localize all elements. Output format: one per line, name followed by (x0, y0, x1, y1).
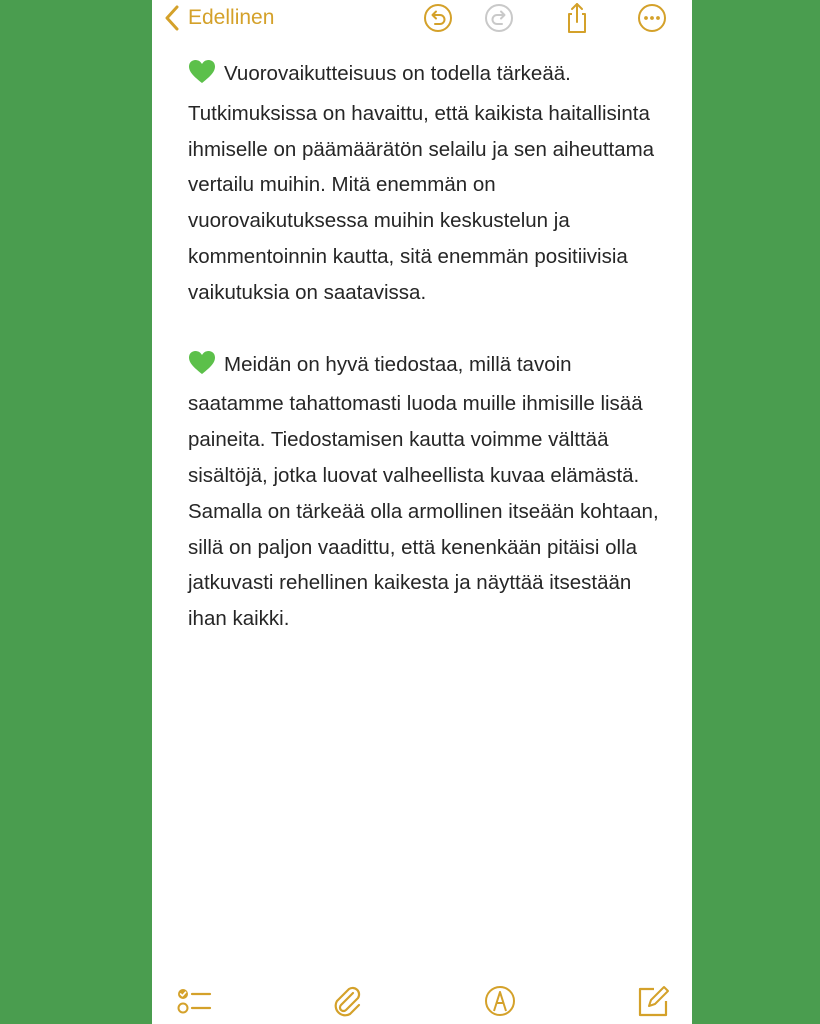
green-heart-icon (188, 350, 216, 387)
chevron-left-icon (164, 5, 180, 31)
back-button[interactable] (164, 2, 274, 34)
checklist-icon[interactable] (176, 984, 210, 1018)
undo-icon[interactable] (422, 2, 454, 34)
back-label: Edellinen (188, 6, 275, 29)
note-paragraph-1 (188, 56, 668, 311)
markup-pen-icon[interactable] (483, 984, 517, 1018)
notes-screen (152, 0, 692, 1024)
note-paragraph-1-text: Vuorovaikutteisuus on todella tärkeää. Tutkimuksissa on havaittu, että kaikista haitallisinta ihmiselle on päämäärätön selailu ja sen aiheuttama vertailu muihin. Mitä enemmän on vuorovaikutuksessa muihin keskustelun ja kommentoinnin kautta, sitä enemmän positiivisia vaikutuksia on saatavissa. (188, 62, 655, 304)
note-paragraph-2-text: Meidän on hyvä tiedostaa, millä tavoin saatamme tahattomasti luoda muille ihmisille lisää paineita. Tiedostamisen kautta voimme välttää sisältöjä, jotka luovat valheellista kuvaa elämästä. Samalla on tärkeää olla armollinen itseään kohtaan, sillä on paljon vaadittu, että kenenkään pitäisi olla jatkuvasti rehellinen kaikesta ja näyttää itsestään ihan kaikki. (188, 352, 659, 631)
note-paragraph-2 (188, 347, 668, 637)
green-heart-icon (188, 59, 216, 96)
more-icon[interactable] (636, 2, 668, 34)
top-toolbar (152, 0, 692, 44)
paperclip-icon[interactable] (330, 984, 364, 1018)
redo-icon (483, 2, 515, 34)
note-body[interactable] (188, 56, 668, 673)
compose-icon[interactable] (636, 984, 670, 1018)
bottom-toolbar (152, 980, 692, 1024)
share-icon[interactable] (561, 2, 593, 34)
